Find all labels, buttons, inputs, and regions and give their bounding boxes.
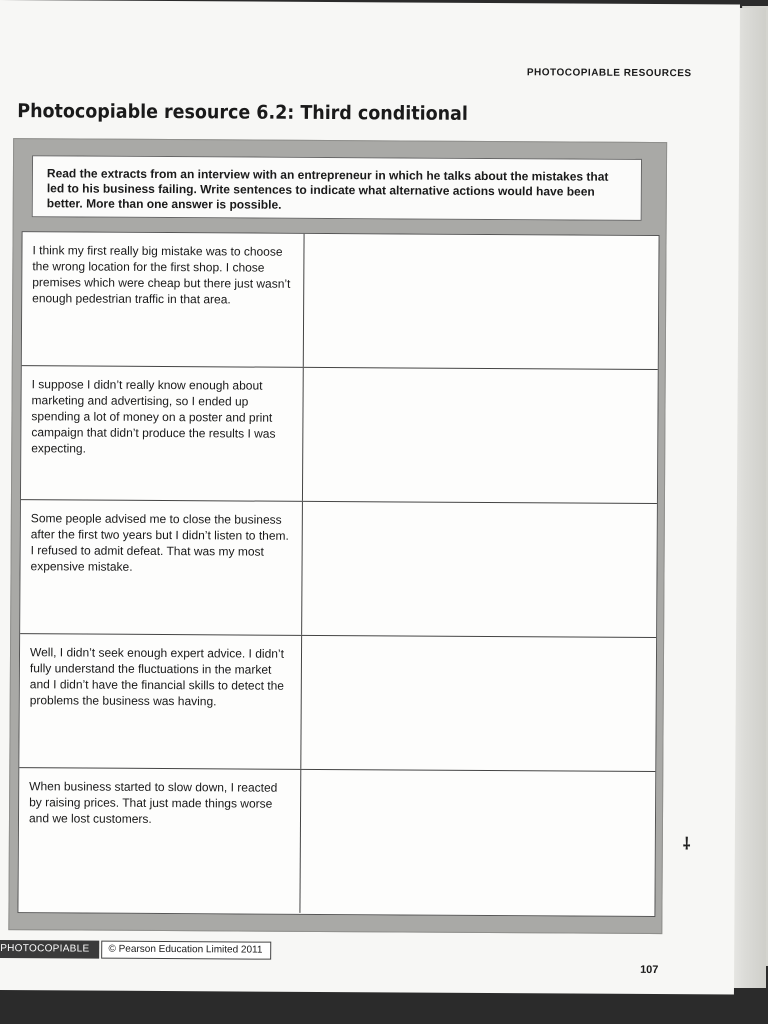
extract-text: Some people advised me to close the business after the first two years but I didn’t listen to them. I refused to admit defeat. That was my most expensive mistake. bbox=[20, 500, 303, 635]
table-row bbox=[22, 232, 659, 370]
worksheet-frame bbox=[8, 138, 667, 934]
running-head: PHOTOCOPIABLE RESOURCES bbox=[526, 67, 692, 80]
table-row bbox=[18, 768, 655, 915]
table-row bbox=[19, 634, 656, 772]
answer-cell[interactable] bbox=[302, 502, 657, 637]
answer-cell[interactable] bbox=[300, 770, 655, 915]
table-row bbox=[21, 366, 658, 504]
page-title: Photocopiable resource 6.2: Third conditional bbox=[17, 100, 468, 125]
table-row bbox=[20, 500, 657, 638]
copyright-notice: © Pearson Education Limited 2011 bbox=[101, 941, 271, 960]
extract-text: Well, I didn’t seek enough expert advice. I didn’t fully understand the fluctuations in the market and I didn’t have the financial skills to detect the problems the business was having. bbox=[19, 634, 302, 769]
footer bbox=[0, 940, 272, 960]
extract-text: I suppose I didn’t really know enough about marketing and advertising, so I ended up spending a lot of money on a poster and print campaign that didn’t produce the results I was expecting. bbox=[21, 366, 304, 501]
page-number: 107 bbox=[640, 963, 659, 977]
instructions-box: Read the extracts from an interview with an entrepreneur in which he talks about the mistakes that led to his business failing. Write sentences to indicate what alternative actions would have been better. More than one answer is possible. bbox=[32, 155, 642, 221]
extract-text: When business started to slow down, I reacted by raising prices. That just made things worse and we lost customers. bbox=[18, 768, 301, 913]
photocopiable-label: PHOTOCOPIABLE bbox=[0, 940, 100, 959]
answer-cell[interactable] bbox=[304, 234, 659, 369]
ink-mark: ⸸ bbox=[682, 836, 691, 854]
answer-cell[interactable] bbox=[303, 368, 658, 503]
extract-text: I think my first really big mistake was to choose the wrong location for the first shop. I chose premises which were cheap but there just wasn’t enough pedestrian traffic in that area. bbox=[22, 232, 305, 367]
answer-cell[interactable] bbox=[301, 636, 656, 771]
extracts-table bbox=[17, 231, 659, 917]
